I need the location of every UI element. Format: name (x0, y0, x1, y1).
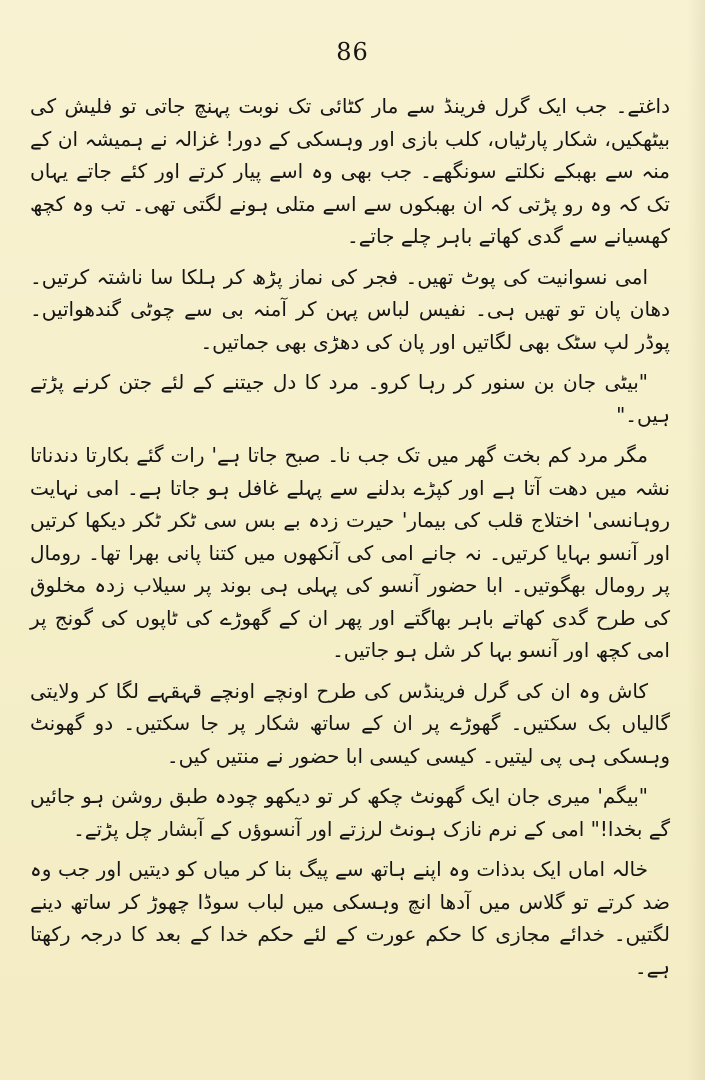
paragraph: امی نسوانیت کی پوٹ تھیں۔ فجر کی نماز پڑھ کر ہلکا سا ناشتہ کرتیں۔ دھان پان تو تھیں ہی۔ نفیس لباس پہن کر آمنہ بی سے چوٹی گندھواتیں۔ پوڈر لپ سٹک بھی لگاتیں اور پان کی دھڑی بھی جماتیں۔ (30, 264, 670, 354)
page-edge-shadow (687, 0, 705, 1080)
paragraph: داغتے۔ جب ایک گرل فرینڈ سے مار کٹائی تک نوبت پہنچ جاتی تو فلیش کی بیٹھکیں، شکار پارٹیاں، کلب بازی اور وہسکی کے دور! غزالہ نے ہمیشہ ان کے منہ سے بھبکے نکلتے سونگھے۔ جب بھی وہ اسے پیار کرتے اور کئے جاتے یہاں تک کہ وہ رو پڑتی کہ ان بھبکوں سے اسے متلی ہونے لگتی تھی۔ تب وہ کچھ کھسیانے سے گدی کھاتے باہر چلے جاتے۔ (30, 94, 670, 248)
paragraph: خالہ اماں ایک بدذات وہ اپنے ہاتھ سے پیگ بنا کر میاں کو دیتیں اور جب وہ ضد کرتے تو گلاس میں آدھا انچ وہسکی میں لباب سوڈا چھوڑ کر ساتھ دینے لگتیں۔ خدائے مجازی کا حکم عورت کے لئے حکم خدا کے بعد کا درجہ رکھتا ہے۔ (30, 857, 670, 979)
paragraph: کاش وہ ان کی گرل فرینڈس کی طرح اونچے اونچے قہقہے لگا کر ولایتی گالیاں بک سکتیں۔ گھوڑے پر ان کے ساتھ شکار پر جا سکتیں۔ دو گھونٹ وہسکی ہی پی لیتیں۔ کیسی کیسی ابا حضور نے منتیں کیں۔ (30, 678, 670, 768)
quote-paragraph: "بیگم' میری جان ایک گھونٹ چکھ کر تو دیکھو چودہ طبق روشن ہو جائیں گے بخدا!" امی کے نرم نازک ہونٹ لرزتے اور آنسوؤں کے آبشار چل پڑتے۔ (30, 784, 670, 841)
page-number: 86 (336, 38, 369, 66)
paragraph: مگر مرد کم بخت گھر میں تک جب نا۔ صبح جاتا ہے' رات گئے بکارتا دندناتا نشہ میں دھت آتا ہے اور کپڑے بدلنے سے پہلے غافل ہو جاتا ہے۔ امی نہایت روہانسی' اختلاج قلب کی بیمار' حیرت زدہ بے بس سی ٹکر ٹکر دیکھا کرتیں اور آنسو بہایا کرتیں۔ نہ جانے امی کی آنکھوں میں کتنا پانی بھرا تھا۔ رومال پر رومال بھگوتیں۔ ابا حضور آنسو کی پہلی ہی بوند پر سیلاب زدہ مخلوق کی طرح گدی کھاتے باہر بھاگتے اور پھر ان کے گھوڑے کی ٹاپوں کی گونج پر امی کچھ اور آنسو بہا کر شل ہو جاتیں۔ (30, 443, 670, 662)
quote-paragraph: "بیٹی جان بن سنور کر رہا کرو۔ مرد کا دل جیتنے کے لئے جتن کرنے پڑتے ہیں۔" (30, 370, 670, 427)
body-text (30, 90, 670, 991)
